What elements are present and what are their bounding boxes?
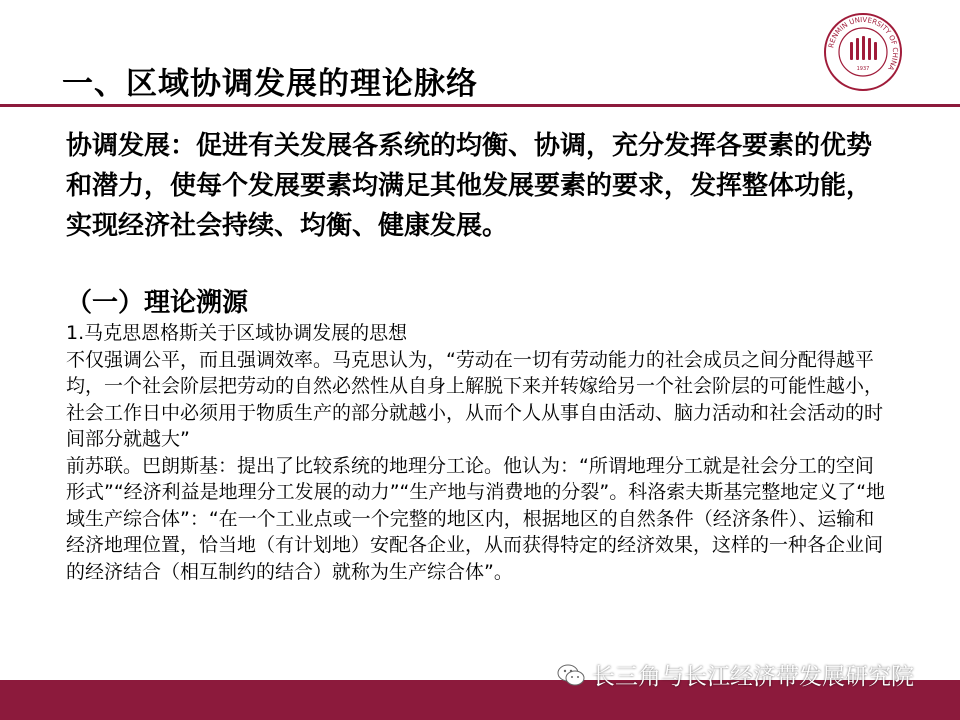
section-subheading: （一）理论溯源 xyxy=(66,288,249,318)
logo-emblem-icon xyxy=(850,36,877,60)
slide-title: 一、区域协调发展的理论脉络 xyxy=(62,66,478,102)
watermark xyxy=(556,658,914,691)
title-divider xyxy=(0,104,960,107)
watermark-text: 长三角与长江经济带发展研究院 xyxy=(592,664,914,690)
body-paragraph-marx: 不仅强调公平，而且强调效率。马克思认为，“劳动在一切有劳动能力的社会成员之间分配得越平均，一个社会阶层把劳动的自然必然性从自身上解脱下来并转嫁给另一个社会阶层的可能性越小，社会工作日中必须用于物质生产的部分就越小，从而个人从事自由活动、脑力活动和社会活动的时间部分就越大” xyxy=(66,348,884,450)
logo-ring-text: RENMIN UNIVERSITY OF CHINA xyxy=(827,15,900,72)
university-logo xyxy=(823,12,903,92)
wechat-icon xyxy=(556,662,586,688)
lead-text: ：促进有关发展各系统的均衡、协调，充分发挥各要素的优势和潜力，使每个发展要素均满足其他发展要素的要求，发挥整体功能，实现经济社会持续、均衡、健康发展。 xyxy=(66,131,873,241)
body-paragraph-soviet: 前苏联。巴朗斯基：提出了比较系统的地理分工论。他认为：“所谓地理分工就是社会分工的空间形式”“经济利益是地理分工发展的动力”“生产地与消费地的分裂”。科洛索夫斯基完整地定义了“地域生产综合体”：“在一个工业点或一个完整的地区内，根据地区的自然条件（经济条件）、运输和经济地理位置，恰当地（有计划地）安配各企业，从而获得特定的经济效果，这样的一种各企业间的经济结合（相互制约的结合）就称为生产综合体”。 xyxy=(66,454,886,583)
logo-year: 1937 xyxy=(856,66,870,72)
body-text xyxy=(66,320,886,585)
lead-term: 协调发展 xyxy=(66,131,171,161)
body-paragraph-heading: 1.马克思恩格斯关于区域协调发展的思想 xyxy=(66,322,408,344)
lead-paragraph xyxy=(66,126,886,246)
